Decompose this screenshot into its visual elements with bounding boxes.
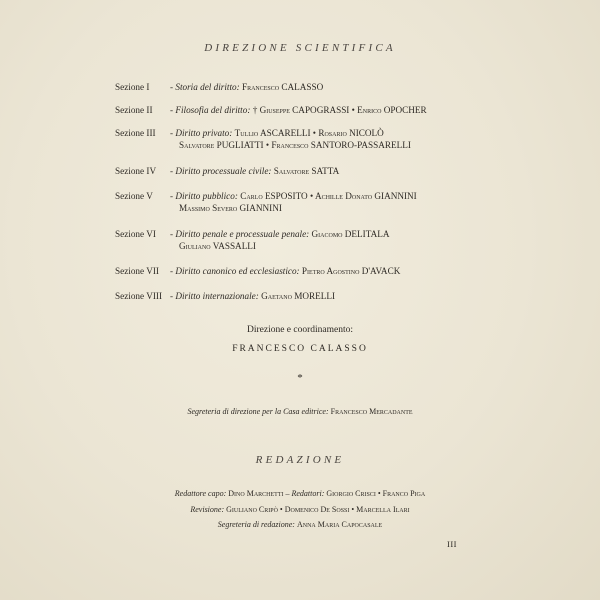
section-subject: Filosofia del diritto: (175, 105, 251, 115)
secretariat-line (0, 407, 600, 416)
section-number: Sezione VI (115, 229, 156, 239)
section-number: Sezione II (115, 105, 153, 115)
section-names-continued: Salvatore PUGLIATTI • Francesco SANTORO-PASSARELLI (179, 140, 411, 150)
section-row: Sezione VIII - Diritto internazionale: Gaetano MORELLI (115, 291, 336, 301)
section-row: Sezione II - Filosofia del diritto: † Giuseppe CAPOGRASSI • Enrico OPOCHER (115, 105, 427, 115)
redazione-line-2 (0, 505, 600, 514)
section-names: Salvatore SATTA (273, 166, 340, 176)
section-names: Pietro Agostino D'AVACK (301, 266, 401, 276)
section-subject: Diritto processuale civile: (175, 166, 272, 176)
section-row: Sezione V - Diritto pubblico: Carlo ESPOSITO • Achille Donato GIANNINI Massimo Severo GIANNINI (115, 191, 417, 213)
editorial-secretariat-name: Anna Maria Capocasale (296, 520, 383, 529)
page-number: III (447, 539, 457, 549)
section-names-continued: Giuliano VASSALLI (179, 241, 256, 251)
section-subject: Diritto privato: (175, 128, 233, 138)
section-number: Sezione IV (115, 166, 157, 176)
section-names: Francesco CALASSO (241, 82, 324, 92)
section-subject: Diritto internazionale: (175, 291, 259, 301)
editors-label: Redattori: (291, 489, 325, 498)
redazione-line-3 (0, 520, 600, 529)
editor-in-chief-label: Redattore capo: (174, 489, 227, 498)
section-row: Sezione VI - Diritto penale e processuale penale: Giacomo DELITALA Giuliano VASSALLI (115, 229, 390, 251)
section-names: Tullio ASCARELLI • Rosario NICOLÒ (234, 128, 384, 138)
section-names: Gaetano MORELLI (261, 291, 336, 301)
secretariat-label: Segreteria di direzione per la Casa editrice: (187, 407, 329, 416)
editors-names: Giorgio Crisci • Franco Piga (326, 489, 426, 498)
revision-label: Revisione: (190, 505, 225, 514)
redazione-title: REDAZIONE (255, 454, 345, 466)
editorial-secretariat-label: Segreteria di redazione: (217, 520, 295, 529)
section-row: Sezione I - Storia del diritto: Francesco CALASSO (115, 82, 324, 92)
section-row: Sezione VII - Diritto canonico ed ecclesiastico: Pietro Agostino D'AVACK (115, 266, 401, 276)
section-row: Sezione IV - Diritto processuale civile: Salvatore SATTA (115, 166, 340, 176)
section-names: Carlo ESPOSITO • Achille Donato GIANNINI (240, 191, 417, 201)
secretariat-name: Francesco Mercadante (330, 407, 413, 416)
section-subject: Diritto pubblico: (175, 191, 238, 201)
section-subject: Storia del diritto: (175, 82, 240, 92)
coordination-name: FRANCESCO CALASSO (232, 344, 368, 354)
page-title: DIREZIONE SCIENTIFICA (204, 42, 396, 54)
section-number: Sezione I (115, 82, 150, 92)
section-subject: Diritto canonico ed ecclesiastico: (175, 266, 300, 276)
section-subject: Diritto penale e processuale penale: (175, 229, 310, 239)
section-number: Sezione VIII (115, 291, 163, 301)
coordination-label: Direzione e coordinamento: (246, 325, 354, 335)
section-number: Sezione V (115, 191, 153, 201)
revision-names: Giuliano Cripò • Domenico De Sossi • Marcella Ilari (226, 505, 410, 514)
section-names: † Giuseppe CAPOGRASSI • Enrico OPOCHER (252, 105, 427, 115)
section-names: Giacomo DELITALA (311, 229, 390, 239)
section-row: Sezione III - Diritto privato: Tullio ASCARELLI • Rosario NICOLÒ Salvatore PUGLIATTI • Francesco SANTORO-PASSARELLI (115, 128, 411, 150)
separator-asterisk: * (297, 372, 303, 384)
section-number: Sezione III (115, 128, 156, 138)
editor-in-chief-name: Dino Marchetti (228, 489, 284, 498)
redazione-line-1: Redattore capo: Dino Marchetti – Redattori: Giorgio Crisci • Franco Piga (174, 489, 426, 498)
section-names-continued: Massimo Severo GIANNINI (179, 203, 282, 213)
section-number: Sezione VII (115, 266, 159, 276)
